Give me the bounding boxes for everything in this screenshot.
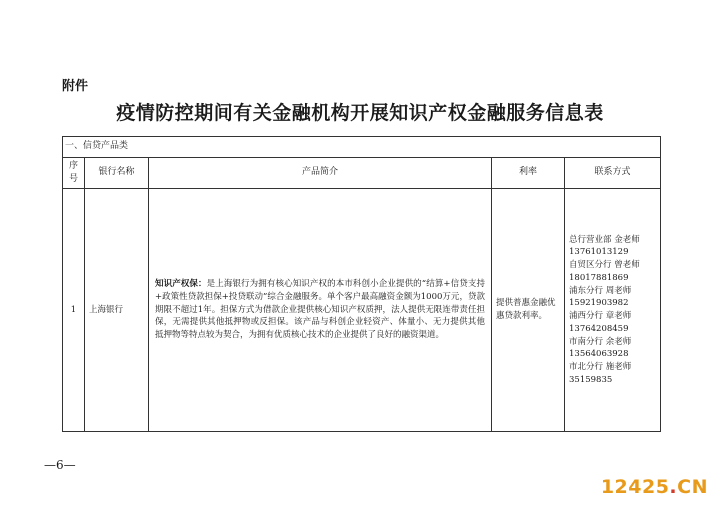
cell-intro [149,189,492,432]
watermark-main: 12425 [600,476,670,498]
header-intro: 产品简介 [149,158,492,189]
watermark-tail: CN [677,476,708,498]
intro-text: 是上海银行为拥有核心知识产权的本市科创小企业提供的“结算+信贷支持+政策性贷款担保+投贷联动”综合金融服务。单个客户最高融资金额为1000万元，贷款期限不超过1年。担保方式为借款企业提供核心知识产权质押，法人提供无限连带责任担保，无需提供其他抵押物或反担保。该产品与科创企业轻资产、体量小、无力提供其他抵押物等特点较为契合，为拥有优质核心技术的企业提供了良好的融资渠道。 [155,279,485,341]
section-row [63,137,661,158]
header-seq: 序号 [63,158,85,189]
attachment-label: 附件 [62,79,89,94]
cell-contact [565,189,661,432]
contact-line: 市南分行 余老师 13564063928 [569,336,632,360]
contact-line: 浦东分行 周老师 15921903982 [569,285,632,309]
cell-bank: 上海银行 [85,189,149,432]
header-contact: 联系方式 [565,158,661,189]
header-bank: 银行名称 [85,158,149,189]
contact-line: 浦西分行 章老师 13764208459 [569,311,632,334]
contact-line: 自贸区分行 曾老师 [569,260,640,270]
contact-line: 总行营业部 金老师 [569,234,640,245]
header-rate: 利率 [492,158,565,189]
watermark-logo [601,476,708,498]
table-row [63,189,661,432]
page-title: 疫情防控期间有关金融机构开展知识产权金融服务信息表 [116,102,604,124]
contact-line: 18017881869 [569,272,629,283]
cell-rate: 提供普惠金融优惠贷款利率。 [492,189,565,432]
header-row [63,158,661,189]
cell-seq: 1 [63,189,85,432]
contact-line: 13761013129 [569,247,629,258]
intro-product-name: 知识产权保： [155,279,207,290]
section-title: 一、信贷产品类 [63,137,661,158]
contact-line: 市北分行 施老师 35159835 [569,362,632,385]
page-number: —6— [44,458,76,472]
info-table [62,136,661,432]
watermark-dot: . [669,476,678,498]
